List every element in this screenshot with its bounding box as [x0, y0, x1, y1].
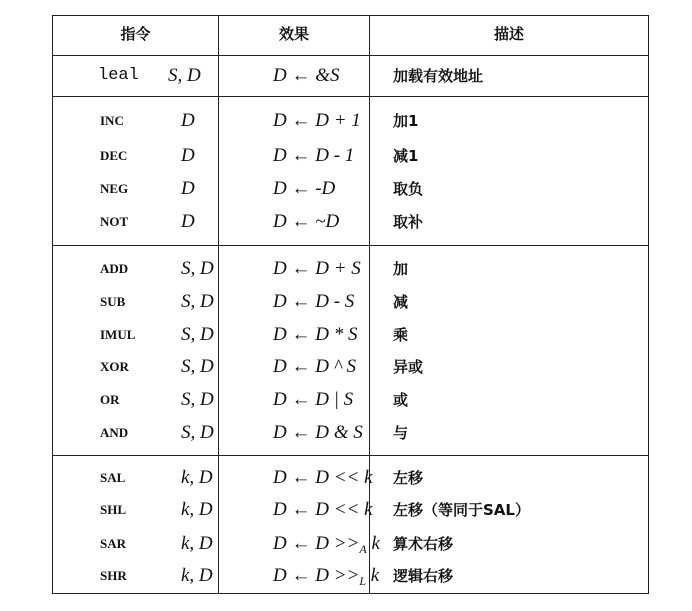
- instruction-operands: S, D: [181, 291, 214, 312]
- instruction-effect: [273, 259, 361, 279]
- instruction-opcode: SHL: [100, 502, 127, 517]
- group-divider: [53, 455, 648, 456]
- instruction-opcode: NEG: [100, 181, 129, 196]
- instruction-description: 或: [393, 391, 409, 409]
- instruction-operands: k, D: [181, 565, 213, 586]
- instruction-operands: D: [181, 110, 195, 131]
- effect-expression: D ← D >>: [273, 533, 360, 554]
- column-divider: [218, 16, 219, 593]
- instruction-effect: [273, 111, 361, 131]
- instruction-description: 乘: [393, 326, 409, 344]
- instruction-description: 异或: [393, 358, 424, 376]
- instruction-description: 逻辑右移: [393, 567, 454, 585]
- instruction-operands: k, D: [181, 533, 213, 554]
- instruction-description: 加: [393, 260, 409, 278]
- header-instruction: 指令: [120, 25, 151, 43]
- header-divider: [53, 55, 648, 56]
- effect-expression: D ← ~D: [273, 211, 340, 232]
- instruction-opcode: XOR: [100, 359, 129, 374]
- instruction-opcode: AND: [100, 425, 129, 440]
- effect-expression: D ← D << k: [273, 467, 373, 488]
- arithmetic-instructions-table: [52, 15, 649, 594]
- effect-expression: D ← &S: [273, 65, 340, 86]
- instruction-effect: [273, 357, 356, 377]
- effect-expression: D ← D * S: [273, 324, 358, 345]
- instruction-description: 算术右移: [393, 535, 454, 553]
- instruction-effect: [273, 325, 357, 345]
- instruction-effect: [273, 292, 354, 312]
- instruction-opcode: OR: [100, 392, 120, 407]
- instruction-description: 加载有效地址: [393, 67, 484, 85]
- effect-expression: D ← D - 1: [273, 145, 355, 166]
- instruction-operands: S, D: [181, 356, 214, 377]
- instruction-effect: [273, 500, 373, 520]
- instruction-effect: [273, 423, 363, 443]
- instruction-description: 减1: [393, 147, 419, 165]
- instruction-effect: [273, 66, 340, 86]
- header-description: 描述: [493, 25, 524, 43]
- instruction-operands: D: [181, 178, 195, 199]
- instruction-opcode: INC: [100, 113, 124, 128]
- effect-tail: k: [366, 533, 380, 554]
- instruction-description: 左移（等同于SAL）: [393, 501, 530, 519]
- instruction-opcode: leal: [98, 66, 139, 85]
- instruction-operands: S, D: [181, 324, 214, 345]
- instruction-description: 取补: [393, 213, 424, 231]
- effect-expression: D ← -D: [273, 178, 336, 199]
- instruction-opcode: ADD: [100, 261, 129, 276]
- header-effect: 效果: [278, 25, 309, 43]
- instruction-operands: S, D: [181, 422, 214, 443]
- instruction-opcode: DEC: [100, 148, 128, 163]
- effect-expression: D ← D | S: [273, 389, 354, 410]
- instruction-operands: D: [181, 145, 195, 166]
- instruction-operands: S, D: [181, 389, 214, 410]
- effect-expression: D ← D & S: [273, 422, 363, 443]
- instruction-description: 减: [393, 293, 409, 311]
- instruction-operands: S, D: [168, 65, 201, 86]
- effect-subscript: L: [359, 574, 367, 588]
- effect-expression: D ← D >>: [273, 565, 360, 586]
- effect-subscript: A: [359, 542, 367, 556]
- instruction-effect: [273, 179, 335, 199]
- instruction-description: 左移: [393, 469, 424, 487]
- instruction-opcode: SUB: [100, 294, 126, 309]
- effect-expression: D ← D ^ S: [273, 356, 356, 377]
- instruction-operands: k, D: [181, 499, 213, 520]
- instruction-description: 取负: [393, 180, 424, 198]
- instruction-operands: k, D: [181, 467, 213, 488]
- instruction-effect: [273, 390, 353, 410]
- instruction-effect: [273, 146, 354, 166]
- instruction-opcode: IMUL: [100, 327, 136, 342]
- instruction-opcode: SAR: [100, 536, 127, 551]
- instruction-effect: [273, 212, 339, 232]
- group-divider: [53, 96, 648, 97]
- instruction-description: 与: [393, 424, 409, 442]
- effect-expression: D ← D << k: [273, 499, 373, 520]
- instruction-effect: [273, 534, 380, 559]
- effect-expression: D ← D + S: [273, 258, 361, 279]
- group-divider: [53, 245, 648, 246]
- instruction-opcode: SAL: [100, 470, 126, 485]
- effect-expression: D ← D + 1: [273, 110, 361, 131]
- instruction-opcode: NOT: [100, 214, 129, 229]
- effect-tail: k: [366, 565, 380, 586]
- instruction-effect: [273, 468, 373, 488]
- instruction-effect: [273, 566, 379, 591]
- instruction-description: 加1: [393, 112, 419, 130]
- effect-expression: D ← D - S: [273, 291, 355, 312]
- instruction-operands: D: [181, 211, 195, 232]
- instruction-opcode: SHR: [100, 568, 127, 583]
- instruction-operands: S, D: [181, 258, 214, 279]
